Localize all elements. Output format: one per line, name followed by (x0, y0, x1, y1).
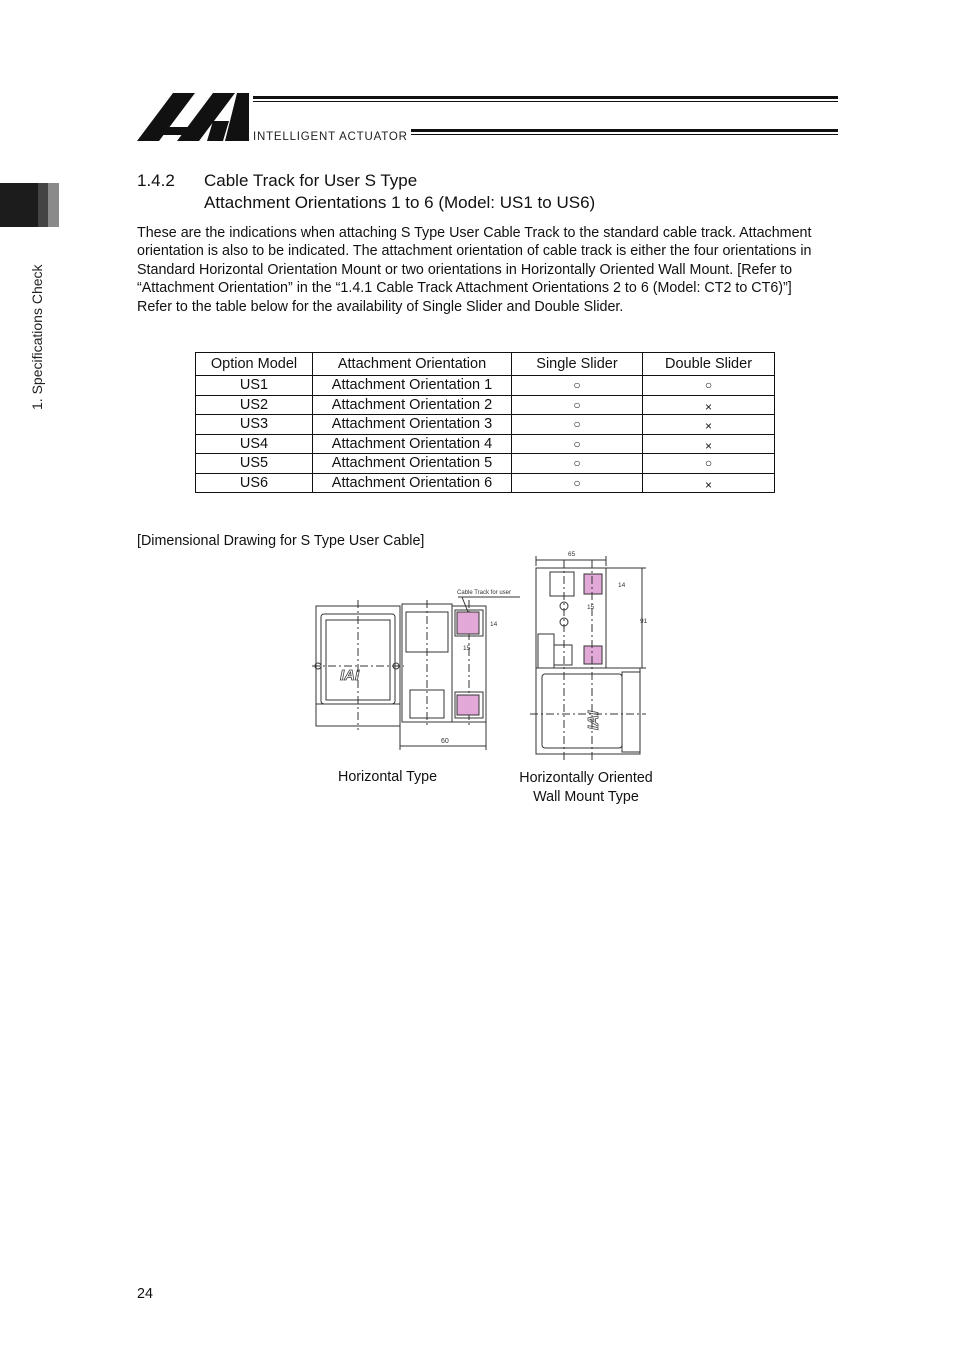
available-symbol: ○ (573, 378, 581, 393)
available-symbol: ○ (573, 475, 581, 490)
table-row (196, 395, 775, 415)
availability-table (195, 352, 775, 493)
dimension-label: 15 (463, 645, 471, 652)
single-slider-cell (512, 415, 643, 435)
callout-label: Cable Track for user (457, 590, 512, 596)
available-symbol: ○ (704, 378, 713, 393)
orientation-cell: Attachment Orientation 6 (313, 473, 512, 493)
available-symbol: ○ (573, 456, 581, 471)
column-header: Attachment Orientation (313, 353, 512, 376)
option-model-cell: US2 (196, 395, 313, 415)
double-slider-cell (643, 395, 775, 415)
double-slider-cell (643, 454, 775, 474)
dimension-label: 91 (640, 618, 648, 625)
horizontal-type-drawing (312, 590, 520, 750)
option-model-cell: US1 (196, 376, 313, 396)
body-paragraph: These are the indications when attaching S Type User Cable Track to the standard cable track. Attachment orientation is also to be indicated. The attachment orientation of cable track is either the four orientations in Standard Horizontal Orientation Mount or two orientations in Horizontally Oriented Wall Mount. [Refer to “Attachment Orientation” in the “1.4.1 Cable Track Attachment Orientations 2 to 6 (Model: CT2 to CT6)”] (137, 225, 812, 297)
unavailable-symbol: × (704, 399, 712, 414)
table-row (196, 415, 775, 435)
orientation-cell: Attachment Orientation 1 (313, 376, 512, 396)
body-paragraph: Refer to the table below for the availability of Single Slider and Double Slider. (137, 298, 624, 315)
wall-mount-label-line: Wall Mount Type (533, 789, 639, 805)
actuator-logo-text: IAI (340, 667, 360, 684)
column-header: Double Slider (643, 353, 775, 376)
header-rule (253, 101, 838, 102)
single-slider-cell (512, 473, 643, 493)
orientation-cell: Attachment Orientation 4 (313, 434, 512, 454)
header-rule (411, 129, 838, 132)
available-symbol: ○ (573, 436, 581, 451)
table-row (196, 434, 775, 454)
brand-name: INTELLIGENT ACTUATOR (253, 131, 408, 143)
table-row (196, 376, 775, 396)
iai-logo (137, 93, 249, 141)
dimension-label: 15 (587, 604, 595, 611)
column-header: Option Model (196, 353, 313, 376)
side-tab-marker (38, 183, 48, 227)
actuator-logo-text: IAI (585, 710, 602, 730)
dimension-label: 14 (490, 621, 498, 628)
single-slider-cell (512, 454, 643, 474)
orientation-cell: Attachment Orientation 2 (313, 395, 512, 415)
header-rule (253, 96, 838, 99)
dimensional-drawing (300, 548, 660, 763)
drawing-caption: [Dimensional Drawing for S Type User Cable] (137, 533, 425, 549)
body-text (137, 224, 827, 316)
double-slider-cell (643, 415, 775, 435)
chapter-label: 1. Specifications Check (29, 264, 45, 410)
wall-mount-type-label (505, 769, 667, 807)
table-header-row (196, 353, 775, 376)
dimension-label: 14 (618, 582, 626, 589)
column-header: Single Slider (512, 353, 643, 376)
option-model-cell: US6 (196, 473, 313, 493)
double-slider-cell (643, 473, 775, 493)
wall-mount-label-line: Horizontally Oriented (519, 770, 653, 786)
header-rule (411, 134, 838, 135)
table-row (196, 454, 775, 474)
option-model-cell: US4 (196, 434, 313, 454)
available-symbol: ○ (704, 456, 713, 471)
dimension-label: 65 (568, 551, 576, 558)
dimension-label: 60 (441, 738, 449, 745)
double-slider-cell (643, 434, 775, 454)
option-model-cell: US3 (196, 415, 313, 435)
available-symbol: ○ (573, 397, 581, 412)
option-model-cell: US5 (196, 454, 313, 474)
single-slider-cell (512, 376, 643, 396)
available-symbol: ○ (573, 417, 581, 432)
horizontal-type-label: Horizontal Type (338, 769, 438, 785)
page-number: 24 (137, 1286, 153, 1302)
unavailable-symbol: × (704, 438, 712, 453)
side-tab-marker (48, 183, 59, 227)
side-tab-marker (0, 183, 38, 227)
double-slider-cell (643, 376, 775, 396)
orientation-cell: Attachment Orientation 5 (313, 454, 512, 474)
section-title: Cable Track for User S Type (204, 171, 418, 190)
section-number: 1.4.2 (137, 171, 175, 190)
unavailable-symbol: × (704, 477, 712, 492)
unavailable-symbol: × (704, 419, 712, 434)
table-row (196, 473, 775, 493)
single-slider-cell (512, 434, 643, 454)
orientation-cell: Attachment Orientation 3 (313, 415, 512, 435)
single-slider-cell (512, 395, 643, 415)
section-subtitle: Attachment Orientations 1 to 6 (Model: US1 to US6) (204, 193, 596, 212)
